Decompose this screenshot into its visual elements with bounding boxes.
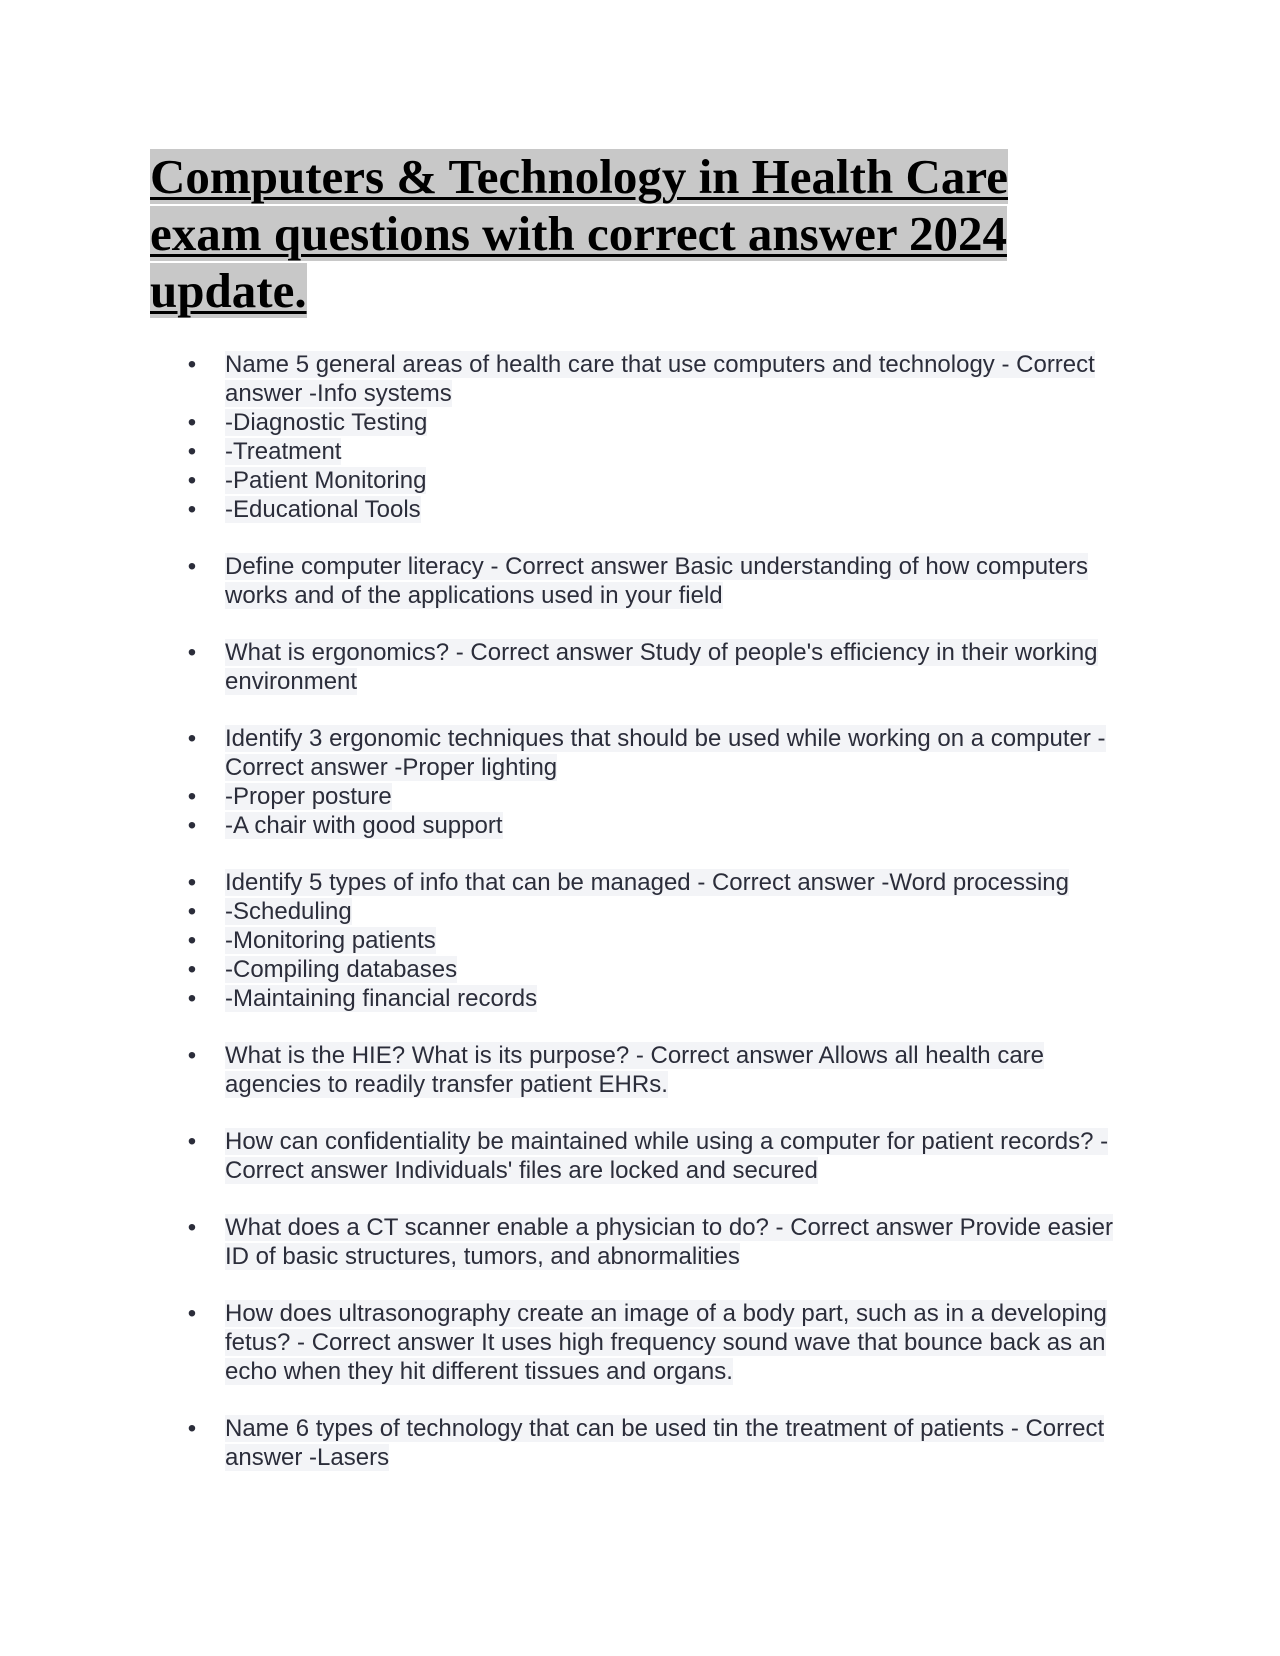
list-item xyxy=(0,868,1135,897)
list-item xyxy=(0,897,1135,926)
list-item-text: How can confidentiality be maintained while using a computer for patient records? - Correct answer Individuals' files are locked and secured xyxy=(225,1128,1109,1184)
list-item-text: Name 6 types of technology that can be used tin the treatment of patients - Correct answer -Lasers xyxy=(225,1415,1105,1471)
bullet-icon: • xyxy=(187,898,197,925)
bullet-icon: • xyxy=(187,438,197,465)
list-item-text: What is the HIE? What is its purpose? - Correct answer Allows all health care agencies to readily transfer patient EHRs. xyxy=(225,1042,1044,1098)
list-item-text: -Patient Monitoring xyxy=(225,467,427,494)
list-item xyxy=(0,1213,1135,1271)
list-item-text: What is ergonomics? - Correct answer Study of people's efficiency in their working environment xyxy=(225,639,1098,695)
bullet-icon: • xyxy=(187,1214,197,1241)
list-item xyxy=(0,782,1135,811)
bullet-icon: • xyxy=(187,1128,197,1155)
list-item xyxy=(0,552,1135,610)
bullet-icon: • xyxy=(187,725,197,752)
qa-item xyxy=(0,1127,1280,1185)
qa-item xyxy=(0,1414,1280,1472)
bullet-icon: • xyxy=(187,1042,197,1069)
list-item-text: -Maintaining financial records xyxy=(225,985,538,1012)
list-item-text: Name 5 general areas of health care that use computers and technology - Correct answer -Info systems xyxy=(225,351,1095,407)
list-item-text: Identify 5 types of info that can be managed - Correct answer -Word processing xyxy=(225,869,1069,896)
bullet-icon: • xyxy=(187,783,197,810)
qa-item xyxy=(0,868,1280,1013)
qa-item xyxy=(0,724,1280,840)
qa-item xyxy=(0,638,1280,696)
list-item xyxy=(0,1299,1135,1386)
list-item-text: How does ultrasonography create an image of a body part, such as in a developing fetus? - Correct answer It uses high frequency sound wave that bounce back as an echo when they hit different tissues and organs. xyxy=(225,1300,1107,1385)
list-item-text: -Diagnostic Testing xyxy=(225,409,428,436)
bullet-icon: • xyxy=(187,985,197,1012)
list-item xyxy=(0,926,1135,955)
list-item-text: -Monitoring patients xyxy=(225,927,436,954)
list-item xyxy=(0,1041,1135,1099)
list-item xyxy=(0,437,1135,466)
list-item xyxy=(0,984,1135,1013)
list-item xyxy=(0,638,1135,696)
qa-item xyxy=(0,1299,1280,1386)
list-item-text: -Scheduling xyxy=(225,898,352,925)
bullet-icon: • xyxy=(187,869,197,896)
bullet-icon: • xyxy=(187,467,197,494)
list-item xyxy=(0,350,1135,408)
list-item xyxy=(0,1127,1135,1185)
list-item xyxy=(0,724,1135,782)
bullet-icon: • xyxy=(187,812,197,839)
list-item-text: What does a CT scanner enable a physician to do? - Correct answer Provide easier ID of basic structures, tumors, and abnormalities xyxy=(225,1214,1114,1270)
list-item-text: -Compiling databases xyxy=(225,956,458,983)
qa-item xyxy=(0,350,1280,524)
bullet-icon: • xyxy=(187,496,197,523)
bullet-icon: • xyxy=(187,553,197,580)
list-item-text: Define computer literacy - Correct answer Basic understanding of how computers works and of the applications used in your field xyxy=(225,553,1089,609)
list-item xyxy=(0,811,1135,840)
list-item-text: -Educational Tools xyxy=(225,496,421,523)
qa-list xyxy=(0,350,1280,1500)
bullet-icon: • xyxy=(187,1300,197,1327)
qa-item xyxy=(0,552,1280,610)
list-item xyxy=(0,1414,1135,1472)
list-item xyxy=(0,408,1135,437)
bullet-icon: • xyxy=(187,956,197,983)
list-item xyxy=(0,955,1135,984)
bullet-icon: • xyxy=(187,639,197,666)
list-item xyxy=(0,495,1135,524)
list-item-text: -A chair with good support xyxy=(225,812,503,839)
list-item xyxy=(0,466,1135,495)
bullet-icon: • xyxy=(187,409,197,436)
document-title-text: Computers & Technology in Health Care exam questions with correct answer 2024 update. xyxy=(150,149,1008,318)
document-title xyxy=(150,148,1050,319)
bullet-icon: • xyxy=(187,1415,197,1442)
qa-item xyxy=(0,1041,1280,1099)
list-item-text: Identify 3 ergonomic techniques that should be used while working on a computer - Correct answer -Proper lighting xyxy=(225,725,1106,781)
bullet-icon: • xyxy=(187,351,197,378)
list-item-text: -Proper posture xyxy=(225,783,392,810)
bullet-icon: • xyxy=(187,927,197,954)
list-item-text: -Treatment xyxy=(225,438,342,465)
qa-item xyxy=(0,1213,1280,1271)
